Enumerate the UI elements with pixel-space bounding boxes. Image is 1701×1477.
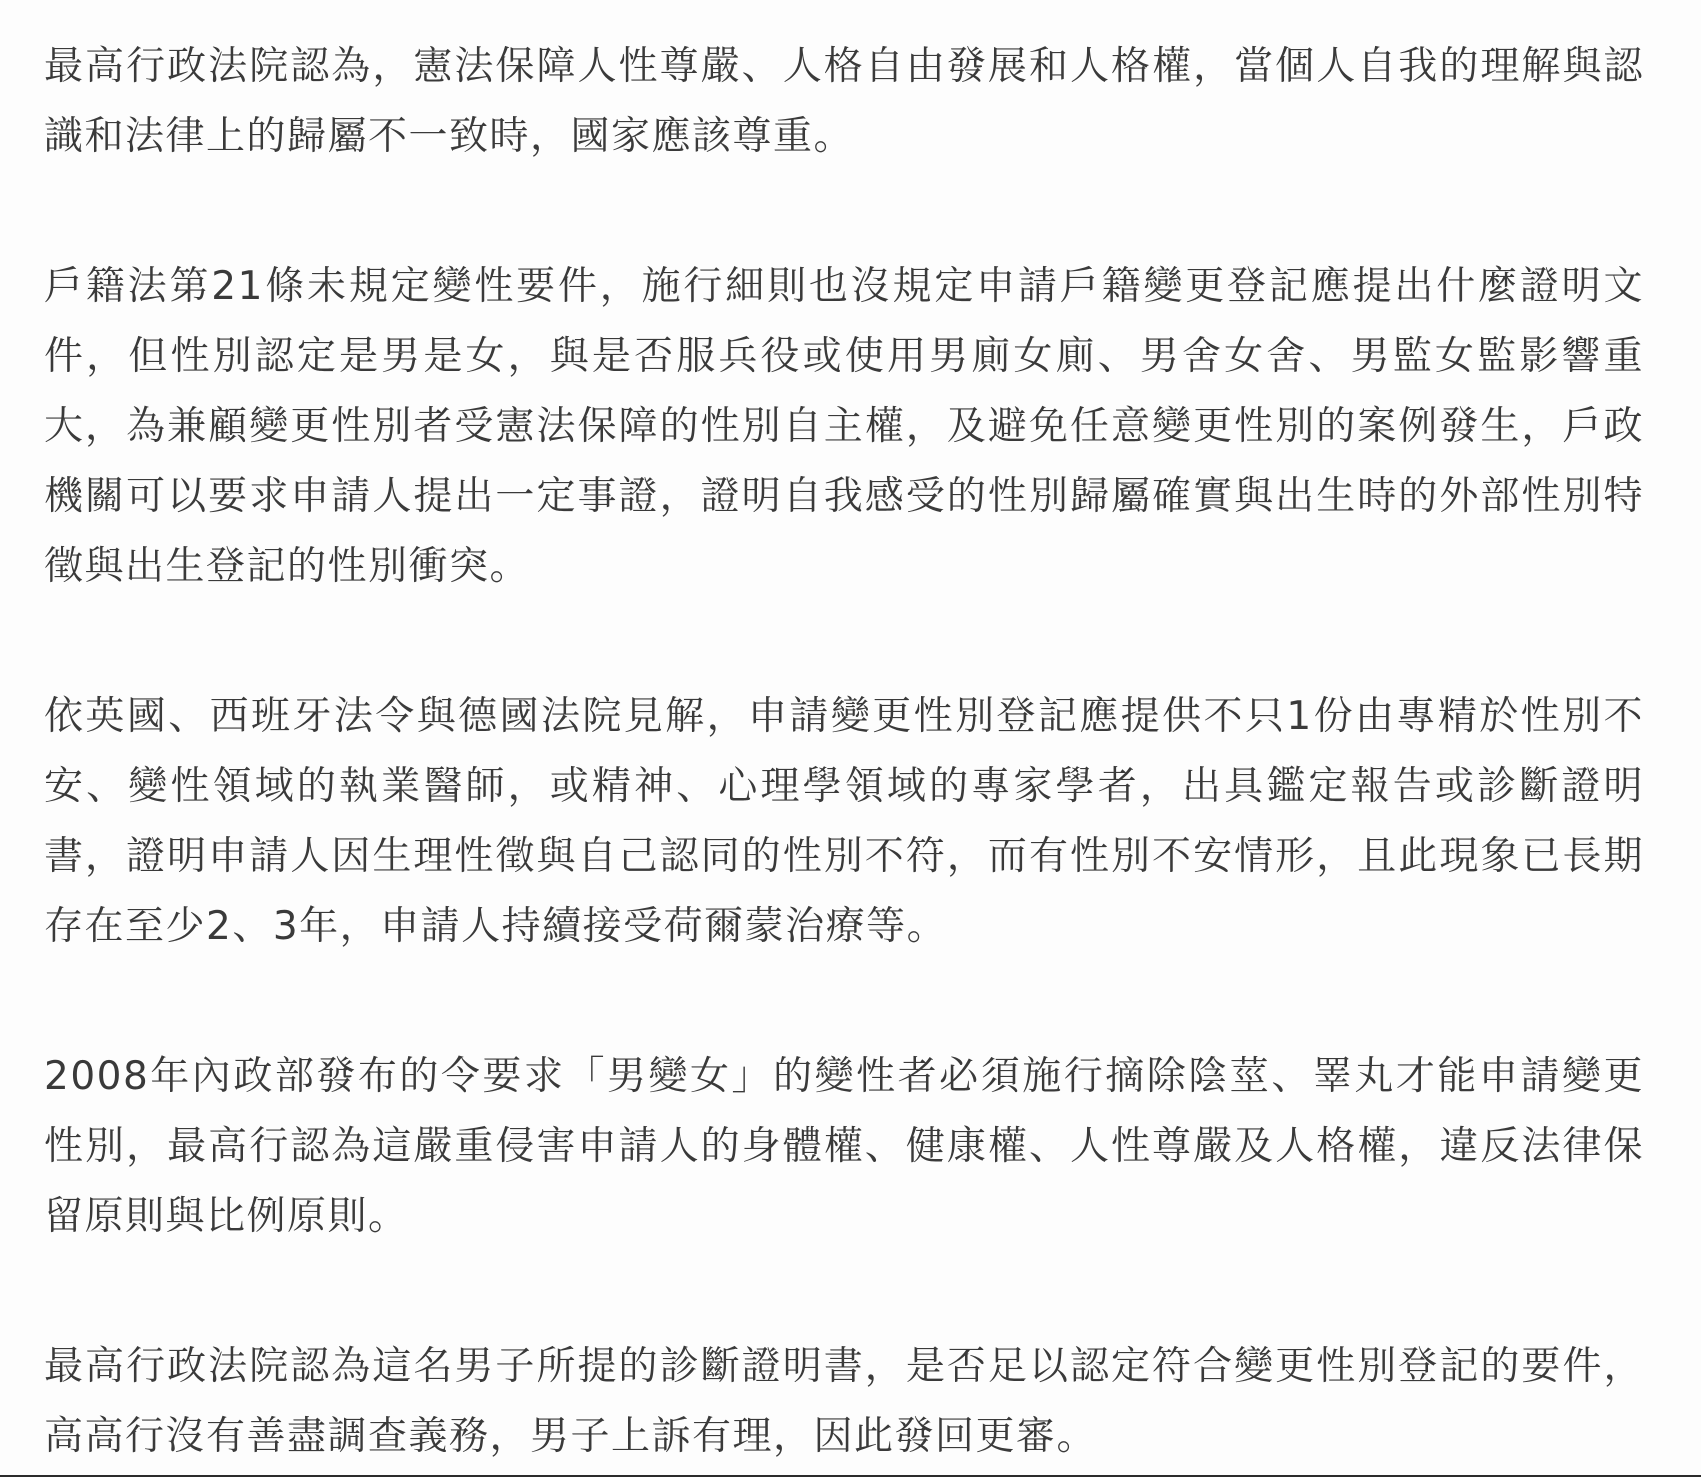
paragraph-2: 戶籍法第21條未規定變性要件，施行細則也沒規定申請戶籍變更登記應提出什麼證明文件，但性別認定是男是女，與是否服兵役或使用男廁女廁、男舍女舍、男監女監影響重大，為兼顧變更性別者受憲法保障的性別自主權，及避免任意變更性別的案例發生，戶政機關可以要求申請人提出一定事證，證明自我感受的性別歸屬確實與出生時的外部性別特徵與出生登記的性別衝突。 bbox=[44, 264, 1644, 589]
article-body bbox=[44, 32, 1644, 1472]
paragraph-4: 2008年內政部發布的令要求「男變女」的變性者必須施行摘除陰莖、睪丸才能申請變更性別，最高行認為這嚴重侵害申請人的身體權、健康權、人性尊嚴及人格權，違反法律保留原則與比例原則。 bbox=[44, 1054, 1644, 1239]
paragraph-5: 最高行政法院認為這名男子所提的診斷證明書，是否足以認定符合變更性別登記的要件，高高行沒有善盡調查義務，男子上訴有理，因此發回更審。 bbox=[44, 1344, 1644, 1459]
paragraph-3: 依英國、西班牙法令與德國法院見解，申請變更性別登記應提供不只1份由專精於性別不安、變性領域的執業醫師，或精神、心理學領域的專家學者，出具鑑定報告或診斷證明書，證明申請人因生理性徵與自己認同的性別不符，而有性別不安情形，且此現象已長期存在至少2、3年，申請人持續接受荷爾蒙治療等。 bbox=[44, 694, 1644, 949]
paragraph-1: 最高行政法院認為，憲法保障人性尊嚴、人格自由發展和人格權，當個人自我的理解與認識和法律上的歸屬不一致時，國家應該尊重。 bbox=[44, 44, 1644, 159]
